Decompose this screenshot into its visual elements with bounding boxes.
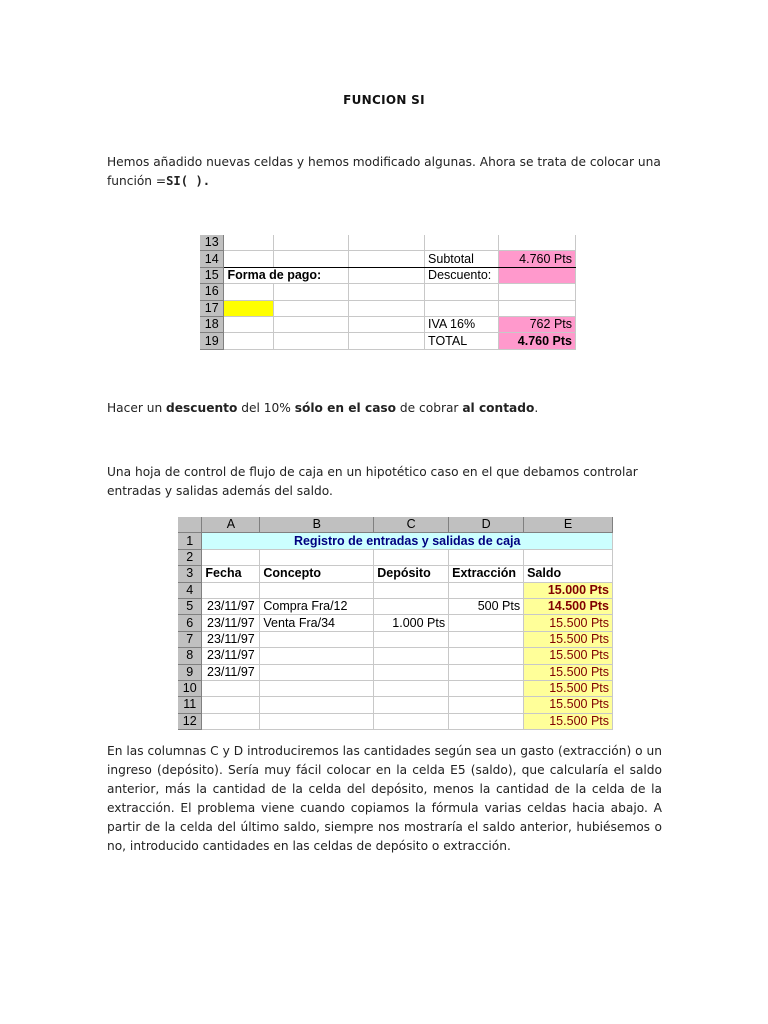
table-row <box>178 680 613 696</box>
table-row <box>200 235 576 251</box>
table-row <box>178 582 613 598</box>
fecha-cell[interactable]: 23/11/97 <box>202 664 260 680</box>
column-header[interactable]: A <box>202 517 260 533</box>
saldo-cell[interactable]: 15.500 Pts <box>524 648 613 664</box>
row-header[interactable]: 17 <box>200 300 224 316</box>
concepto-cell[interactable]: Compra Fra/12 <box>260 598 374 614</box>
row-header[interactable]: 5 <box>178 598 202 614</box>
row-header[interactable]: 3 <box>178 566 202 582</box>
concepto-cell[interactable] <box>260 680 374 696</box>
extraccion-cell[interactable] <box>449 631 524 647</box>
cell[interactable] <box>499 284 576 300</box>
instruction-text: . <box>534 401 539 415</box>
cashflow-spreadsheet <box>178 517 613 730</box>
concepto-cell[interactable] <box>260 648 374 664</box>
fecha-cell[interactable] <box>202 713 260 729</box>
fecha-header-cell[interactable]: Fecha <box>202 566 260 582</box>
table-row <box>178 598 613 614</box>
column-header[interactable]: B <box>260 517 374 533</box>
saldo-cell[interactable]: 15.500 Pts <box>524 713 613 729</box>
cell[interactable] <box>202 549 260 565</box>
cell[interactable] <box>349 316 425 332</box>
row-header[interactable]: 12 <box>178 713 202 729</box>
cell[interactable] <box>274 235 349 251</box>
instruction-paragraph <box>107 399 662 418</box>
row-header[interactable]: 1 <box>178 533 202 549</box>
column-header-row <box>178 517 613 533</box>
concepto-cell[interactable]: Venta Fra/34 <box>260 615 374 631</box>
intro-text: Hemos añadido nuevas celdas y hemos modificado algunas. Ahora se trata de colocar una función = <box>107 155 661 188</box>
cell[interactable] <box>274 284 349 300</box>
concepto-cell[interactable] <box>260 697 374 713</box>
row-header[interactable]: 19 <box>200 333 224 349</box>
subtotal-label-cell[interactable]: Subtotal <box>425 251 499 267</box>
corner-cell[interactable] <box>178 517 202 533</box>
cell[interactable] <box>260 549 374 565</box>
cell[interactable] <box>425 284 499 300</box>
saldo-cell[interactable]: 15.500 Pts <box>524 631 613 647</box>
table-row <box>200 284 576 300</box>
extraccion-cell[interactable] <box>449 713 524 729</box>
row-header[interactable]: 15 <box>200 267 224 283</box>
table-row <box>178 566 613 582</box>
explanation-paragraph: En las columnas C y D introduciremos las cantidades según sea un gasto (extracción) o un ingreso (depósito). Sería muy fácil colocar en la celda E5 (saldo), que calcularía el saldo anterior, más la cantidad de la celda del depósito, menos la cantidad de la celda de la extracción. El problema viene cuando copiamos la fórmula varias celdas hacia abajo. A partir de la celda del último saldo, siempre nos mostraría el saldo anterior, hubiésemos o no, introducido cantidades en las celdas de depósito o extracción. <box>107 744 662 853</box>
deposito-cell[interactable] <box>374 664 449 680</box>
deposito-cell[interactable] <box>374 713 449 729</box>
table-row <box>178 648 613 664</box>
row-header[interactable]: 6 <box>178 615 202 631</box>
deposito-cell[interactable] <box>374 648 449 664</box>
discount-label-cell[interactable]: Descuento: <box>425 267 499 283</box>
cell[interactable] <box>425 235 499 251</box>
table-row <box>178 631 613 647</box>
concepto-cell[interactable] <box>260 631 374 647</box>
row-header[interactable]: 18 <box>200 316 224 332</box>
extraccion-cell[interactable] <box>449 615 524 631</box>
fecha-cell[interactable] <box>202 582 260 598</box>
row-header[interactable]: 9 <box>178 664 202 680</box>
extraccion-cell[interactable] <box>449 648 524 664</box>
saldo-cell[interactable]: 14.500 Pts <box>524 598 613 614</box>
table-row <box>200 251 576 267</box>
concepto-cell[interactable] <box>260 582 374 598</box>
cell[interactable] <box>224 333 274 349</box>
saldo-header-cell[interactable]: Saldo <box>524 566 613 582</box>
cell[interactable] <box>349 267 425 283</box>
cell[interactable] <box>374 549 449 565</box>
saldo-cell[interactable]: 15.500 Pts <box>524 615 613 631</box>
column-header[interactable]: C <box>374 517 449 533</box>
table-row <box>178 664 613 680</box>
saldo-cell[interactable]: 15.500 Pts <box>524 664 613 680</box>
fecha-cell[interactable]: 23/11/97 <box>202 648 260 664</box>
row-header[interactable]: 14 <box>200 251 224 267</box>
fecha-cell[interactable]: 23/11/97 <box>202 631 260 647</box>
table-row <box>178 533 613 549</box>
cell[interactable] <box>349 251 425 267</box>
cell[interactable] <box>224 251 274 267</box>
table-row <box>178 615 613 631</box>
total-value-cell[interactable]: 4.760 Pts <box>499 333 576 349</box>
cell[interactable] <box>224 316 274 332</box>
cell[interactable] <box>274 251 349 267</box>
total-label-cell[interactable]: TOTAL <box>425 333 499 349</box>
cell[interactable] <box>449 549 524 565</box>
concepto-cell[interactable] <box>260 713 374 729</box>
deposito-cell[interactable] <box>374 697 449 713</box>
instruction-text: de cobrar <box>396 401 463 415</box>
cell[interactable] <box>274 300 349 316</box>
saldo-cell[interactable]: 15.500 Pts <box>524 680 613 696</box>
instruction-bold: descuento <box>166 401 238 415</box>
table-row <box>200 300 576 316</box>
table-row <box>178 697 613 713</box>
instruction-text: del 10% <box>237 401 295 415</box>
deposito-cell[interactable] <box>374 631 449 647</box>
table-row <box>178 713 613 729</box>
deposito-cell[interactable] <box>374 598 449 614</box>
fecha-cell[interactable] <box>202 680 260 696</box>
cell[interactable] <box>425 300 499 316</box>
cell[interactable] <box>274 316 349 332</box>
cashflow-intro-paragraph: Una hoja de control de flujo de caja en un hipotético caso en el que debamos controlar entradas y salidas además del saldo. <box>107 465 638 498</box>
fecha-cell[interactable]: 23/11/97 <box>202 598 260 614</box>
extraccion-cell[interactable] <box>449 697 524 713</box>
extraccion-cell[interactable] <box>449 582 524 598</box>
deposito-cell[interactable] <box>374 680 449 696</box>
cell[interactable] <box>349 333 425 349</box>
instruction-bold: sólo en el caso <box>294 401 397 415</box>
payment-method-label-cell[interactable]: Forma de pago: <box>224 267 349 283</box>
column-header[interactable]: E <box>524 517 613 533</box>
extraccion-cell[interactable] <box>449 680 524 696</box>
table-row <box>178 549 613 565</box>
concepto-cell[interactable] <box>260 664 374 680</box>
deposito-cell[interactable]: 1.000 Pts <box>374 615 449 631</box>
iva-label-cell[interactable]: IVA 16% <box>425 316 499 332</box>
sheet-title-cell[interactable]: Registro de entradas y salidas de caja <box>202 533 613 549</box>
row-header[interactable]: 8 <box>178 648 202 664</box>
cell[interactable] <box>274 333 349 349</box>
fecha-cell[interactable] <box>202 697 260 713</box>
payment-input-cell[interactable] <box>224 300 274 316</box>
row-header[interactable]: 13 <box>200 235 224 251</box>
saldo-cell[interactable]: 15.000 Pts <box>524 582 613 598</box>
fecha-cell[interactable]: 23/11/97 <box>202 615 260 631</box>
discount-value-cell[interactable] <box>499 267 576 283</box>
cell[interactable] <box>224 284 274 300</box>
cell[interactable] <box>349 284 425 300</box>
invoice-spreadsheet <box>200 235 576 350</box>
cell[interactable] <box>224 235 274 251</box>
row-header[interactable]: 11 <box>178 697 202 713</box>
extraccion-cell[interactable]: 500 Pts <box>449 598 524 614</box>
instruction-text: Hacer un <box>107 401 167 415</box>
deposito-header-cell[interactable]: Depósito <box>374 566 449 582</box>
page-title: FUNCION SI <box>343 93 425 107</box>
row-header[interactable]: 2 <box>178 549 202 565</box>
deposito-cell[interactable] <box>374 582 449 598</box>
iva-value-cell[interactable]: 762 Pts <box>499 316 576 332</box>
table-row <box>200 267 576 283</box>
row-header[interactable]: 16 <box>200 284 224 300</box>
cell[interactable] <box>349 235 425 251</box>
subtotal-value-cell[interactable]: 4.760 Pts <box>499 251 576 267</box>
row-header[interactable]: 4 <box>178 582 202 598</box>
saldo-cell[interactable]: 15.500 Pts <box>524 697 613 713</box>
table-row <box>200 316 576 332</box>
column-header[interactable]: D <box>449 517 524 533</box>
concepto-header-cell[interactable]: Concepto <box>260 566 374 582</box>
extraccion-header-cell[interactable]: Extracción <box>449 566 524 582</box>
instruction-bold: al contado <box>462 401 535 415</box>
cell[interactable] <box>499 235 576 251</box>
row-header[interactable]: 10 <box>178 680 202 696</box>
cell[interactable] <box>524 549 613 565</box>
extraccion-cell[interactable] <box>449 664 524 680</box>
function-name: SI( ). <box>166 174 211 188</box>
intro-paragraph <box>107 153 662 191</box>
row-header[interactable]: 7 <box>178 631 202 647</box>
cell[interactable] <box>349 300 425 316</box>
table-row <box>200 333 576 349</box>
cell[interactable] <box>499 300 576 316</box>
